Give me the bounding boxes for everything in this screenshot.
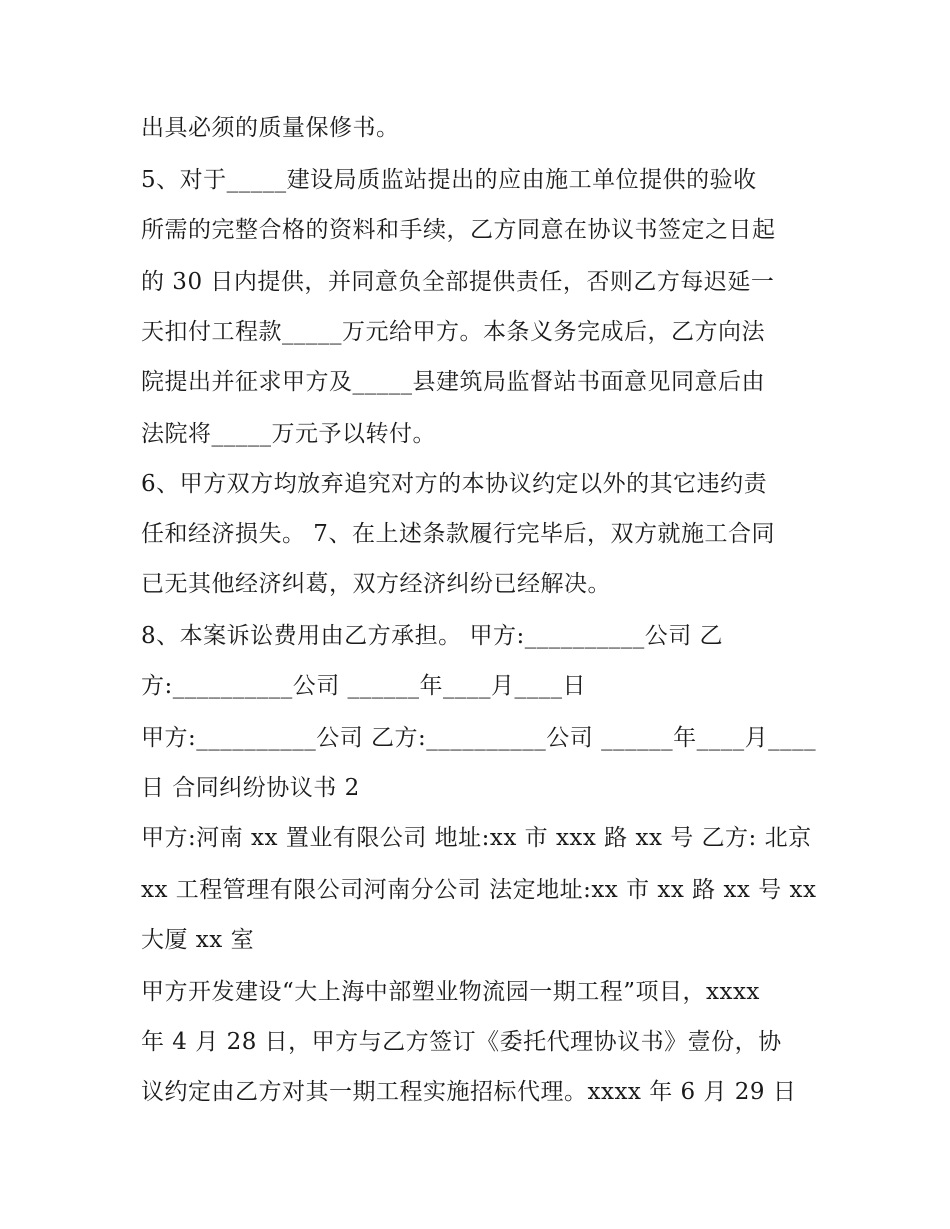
text-line: 已无其他经济纠葛，双方经济纠纷已经解决。	[141, 571, 611, 597]
text-line: 6、甲方双方均放弃追究对方的本协议约定以外的其它违约责	[141, 471, 768, 497]
text-line: 任和经济损失。 7、在上述条款履行完毕后，双方就施工合同	[141, 521, 775, 547]
text-line: 的 30 日内提供，并同意负全部提供责任，否则乙方每迟延一	[141, 269, 775, 295]
text-line: 议约定由乙方对其一期工程实施招标代理。xxxx 年 6 月 29 日	[141, 1079, 797, 1105]
text-line: xx 工程管理有限公司河南分公司 法定地址:xx 市 xx 路 xx 号 xx	[141, 877, 817, 903]
text-line: 日 合同纠纷协议书 2	[141, 775, 360, 801]
text-line: 出具必须的质量保修书。	[141, 115, 400, 141]
text-line: 院提出并征求甲方及_____县建筑局监督站书面意见同意后由	[141, 369, 765, 395]
text-line: 大厦 xx 室	[141, 927, 255, 953]
text-line: 天扣付工程款_____万元给甲方。本条义务完成后，乙方向法	[141, 319, 765, 345]
text-line: 法院将_____万元予以转付。	[141, 421, 436, 447]
text-line: 方:__________公司 ______年____月____日	[141, 673, 587, 699]
text-line: 5、对于_____建设局质监站提出的应由施工单位提供的验收	[141, 167, 757, 193]
text-line: 甲方开发建设“大上海中部塑业物流园一期工程”项目，xxxx	[141, 979, 760, 1005]
text-line: 所需的完整合格的资料和手续，乙方同意在协议书签定之日起	[141, 217, 776, 243]
text-line: 甲方:河南 xx 置业有限公司 地址:xx 市 xxx 路 xx 号 乙方: 北京	[141, 825, 812, 851]
text-line: 年 4 月 28 日，甲方与乙方签订《委托代理协议书》壹份，协	[141, 1029, 782, 1055]
text-line: 甲方:__________公司 乙方:__________公司 ______年____月____	[141, 725, 817, 751]
text-line: 8、本案诉讼费用由乙方承担。 甲方:__________公司 乙	[141, 623, 724, 649]
